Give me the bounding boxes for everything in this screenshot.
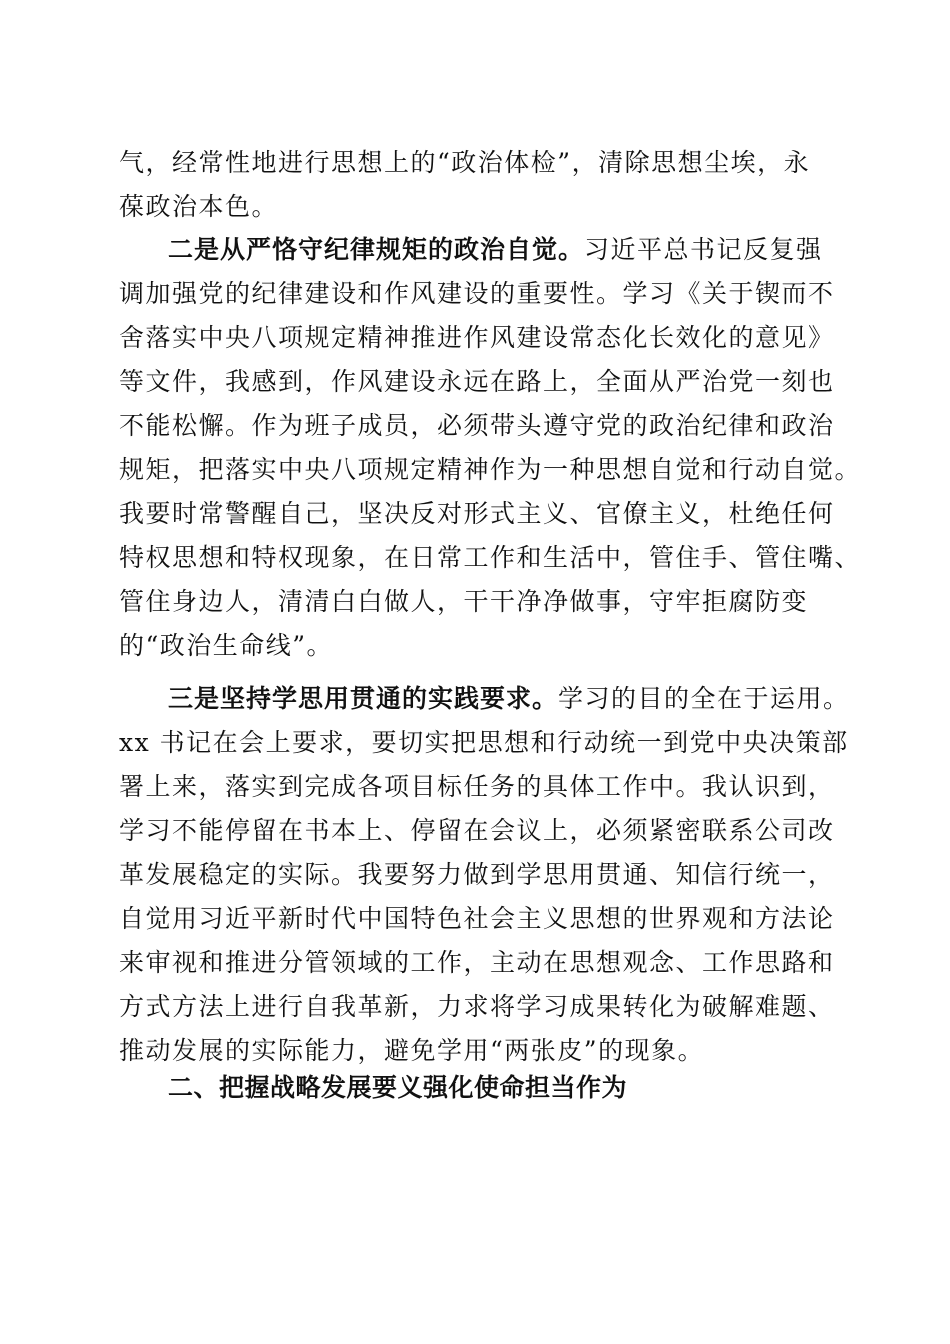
paragraph-2-line-6: 规矩，把落实中央八项规定精神作为一种思想自觉和行动自觉。 [119, 455, 862, 484]
paragraph-2-line-1-text: 习近平总书记反复强 [584, 235, 823, 264]
paragraph-1-line-1: 气，经常性地进行思想上的“政治体检”，清除思想尘埃，永 [119, 148, 811, 177]
paragraph-2-lead: 二是从严恪守纪律规矩的政治自觉。 [168, 235, 585, 264]
paragraph-3-line-2: xx 书记在会上要求，要切实把思想和行动统一到党中央决策部 [119, 728, 849, 757]
paragraph-3-line-1-text: 学习的目的全在于运用。 [558, 684, 850, 713]
paragraph-3-line-8: 方式方法上进行自我革新，力求将学习成果转化为破解难题、 [119, 992, 835, 1021]
paragraph-2-line-5: 不能松懈。作为班子成员，必须带头遵守党的政治纪律和政治 [119, 411, 835, 440]
paragraph-3-line-7: 来审视和推进分管领域的工作，主动在思想观念、工作思路和 [119, 948, 835, 977]
paragraph-1-line-2: 葆政治本色。 [119, 192, 279, 221]
paragraph-3-lead: 三是坚持学思用贯通的实践要求。 [168, 684, 559, 713]
paragraph-3-line-5: 革发展稳定的实际。我要努力做到学思用贯通、知信行统一， [119, 860, 835, 889]
paragraph-2-line-1 [168, 234, 840, 266]
paragraph-2-line-10: 的“政治生命线”。 [119, 631, 334, 660]
paragraph-2-line-9: 管住身边人，清清白白做人，干干净净做事，守牢拒腐防变 [119, 587, 809, 616]
paragraph-3-line-4: 学习不能停留在书本上、停留在会议上，必须紧密联系公司改 [119, 816, 835, 845]
paragraph-2-line-7: 我要时常警醒自己，坚决反对形式主义、官僚主义，杜绝任何 [119, 499, 835, 528]
paragraph-2-line-4: 等文件，我感到，作风建设永远在路上，全面从严治党一刻也 [119, 367, 835, 396]
paragraph-2-line-3: 舍落实中央八项规定精神推进作风建设常态化长效化的意见》 [119, 323, 835, 352]
paragraph-3-line-1 [168, 683, 850, 715]
paragraph-3-line-3: 署上来，落实到完成各项目标任务的具体工作中。我认识到， [119, 772, 835, 801]
section-heading: 二、把握战略发展要义强化使命担当作为 [168, 1073, 628, 1102]
paragraph-3-line-9: 推动发展的实际能力，避免学用“两张皮”的现象。 [119, 1036, 705, 1065]
paragraph-2-line-8: 特权思想和特权现象，在日常工作和生活中，管住手、管住嘴、 [119, 543, 862, 572]
paragraph-3-line-6: 自觉用习近平新时代中国特色社会主义思想的世界观和方法论 [119, 904, 835, 933]
paragraph-2-line-2: 调加强党的纪律建设和作风建设的重要性。学习《关于锲而不 [119, 279, 835, 308]
